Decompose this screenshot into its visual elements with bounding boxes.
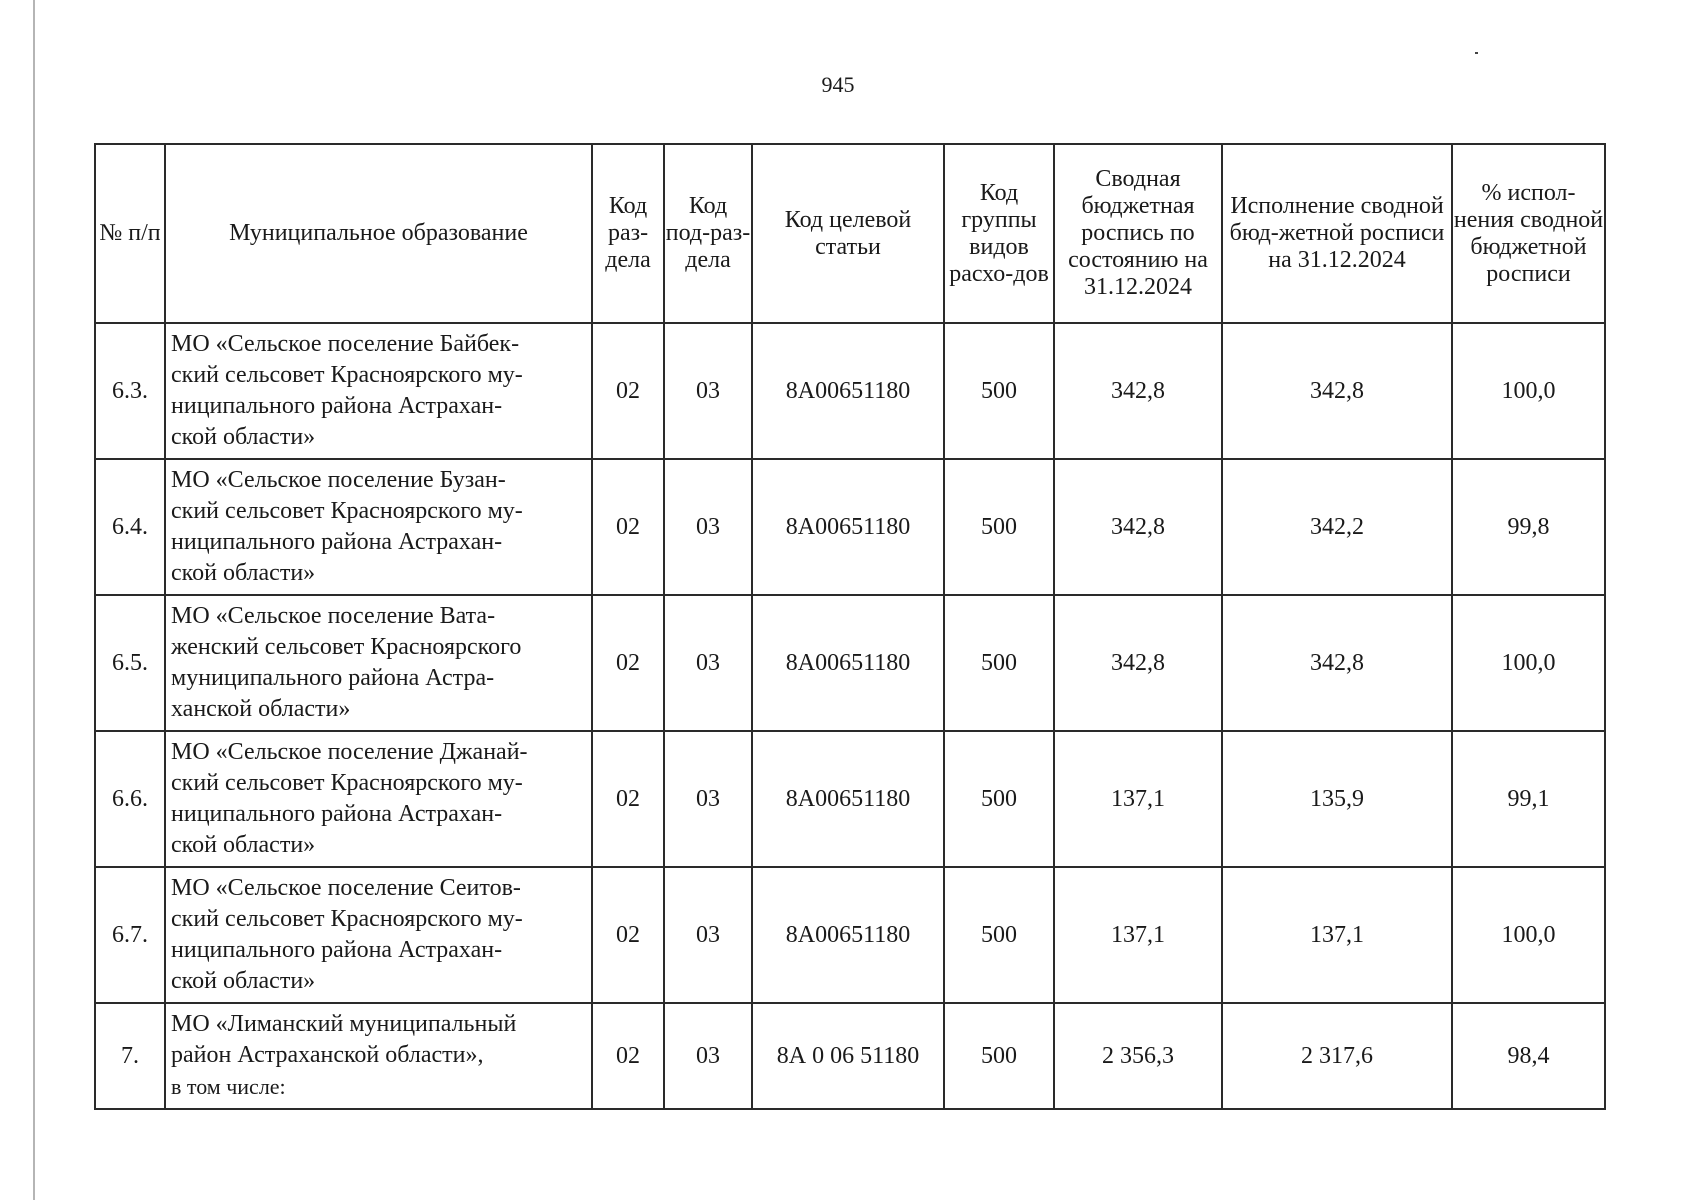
row-num: 6.6. <box>95 731 165 867</box>
row-target: 8А00651180 <box>752 459 944 595</box>
row-target: 8А00651180 <box>752 323 944 459</box>
header-num: № п/п <box>95 144 165 323</box>
header-percent: % испол-нения сводной бюджетной росписи <box>1452 144 1605 323</box>
row-section: 02 <box>592 323 664 459</box>
row-execution: 342,8 <box>1222 595 1452 731</box>
row-target: 8А00651180 <box>752 867 944 1003</box>
row-target: 8А 0 06 51180 <box>752 1003 944 1109</box>
row-percent: 100,0 <box>1452 867 1605 1003</box>
header-execution: Исполнение сводной бюд-жетной росписи на 31.12.2024 <box>1222 144 1452 323</box>
row-percent: 100,0 <box>1452 595 1605 731</box>
row-section: 02 <box>592 867 664 1003</box>
row-target: 8А00651180 <box>752 731 944 867</box>
row-subsection: 03 <box>664 323 752 459</box>
header-municipality: Муниципальное образование <box>165 144 592 323</box>
row-group: 500 <box>944 867 1054 1003</box>
table-row <box>95 595 1605 731</box>
row-percent: 99,1 <box>1452 731 1605 867</box>
row-subsection: 03 <box>664 459 752 595</box>
table-header-row <box>95 144 1605 323</box>
scan-speck <box>1475 52 1478 54</box>
row-group: 500 <box>944 323 1054 459</box>
row-subsection: 03 <box>664 867 752 1003</box>
row-num: 6.3. <box>95 323 165 459</box>
row-num: 6.4. <box>95 459 165 595</box>
row-execution: 342,8 <box>1222 323 1452 459</box>
row-plan: 137,1 <box>1054 731 1222 867</box>
row-section: 02 <box>592 1003 664 1109</box>
row-group: 500 <box>944 1003 1054 1109</box>
table-row <box>95 867 1605 1003</box>
row-plan: 342,8 <box>1054 323 1222 459</box>
table-row <box>95 459 1605 595</box>
row-plan: 137,1 <box>1054 867 1222 1003</box>
table-row <box>95 323 1605 459</box>
row-plan: 342,8 <box>1054 459 1222 595</box>
header-subsection-code: Код под-раз-дела <box>664 144 752 323</box>
row-group: 500 <box>944 595 1054 731</box>
row-execution: 342,2 <box>1222 459 1452 595</box>
row-section: 02 <box>592 731 664 867</box>
row-plan: 342,8 <box>1054 595 1222 731</box>
row-percent: 100,0 <box>1452 323 1605 459</box>
row-subsection: 03 <box>664 731 752 867</box>
row-subsection: 03 <box>664 595 752 731</box>
header-expense-group: Код группы видов расхо-дов <box>944 144 1054 323</box>
row-execution: 2 317,6 <box>1222 1003 1452 1109</box>
row-group: 500 <box>944 731 1054 867</box>
row-municipality: МО «Сельское поселение Сеитов- ский сельсовет Красноярского му- ниципального района Астрахан- ской области» <box>165 867 592 1003</box>
row-num: 6.7. <box>95 867 165 1003</box>
table-row <box>95 731 1605 867</box>
row-execution: 137,1 <box>1222 867 1452 1003</box>
budget-execution-table <box>94 143 1606 1110</box>
header-budget-plan: Сводная бюджетная роспись по состоянию на 31.12.2024 <box>1054 144 1222 323</box>
row-execution: 135,9 <box>1222 731 1452 867</box>
row-municipality: МО «Сельское поселение Бузан- ский сельсовет Красноярского му- ниципального района Астрахан- ской области» <box>165 459 592 595</box>
row-num: 7. <box>95 1003 165 1109</box>
header-section-code: Код раз-дела <box>592 144 664 323</box>
scan-margin-line <box>33 0 35 1200</box>
row-section: 02 <box>592 595 664 731</box>
row-municipality: МО «Сельское поселение Байбек- ский сельсовет Красноярского му- ниципального района Астрахан- ской области» <box>165 323 592 459</box>
table-row <box>95 1003 1605 1109</box>
row-num: 6.5. <box>95 595 165 731</box>
row-percent: 98,4 <box>1452 1003 1605 1109</box>
row-subsection: 03 <box>664 1003 752 1109</box>
row-section: 02 <box>592 459 664 595</box>
row-municipality: МО «Сельское поселение Джанай- ский сельсовет Красноярского му- ниципального района Астрахан- ской области» <box>165 731 592 867</box>
row-plan: 2 356,3 <box>1054 1003 1222 1109</box>
header-target-code: Код целевой статьи <box>752 144 944 323</box>
page-number: 945 <box>821 72 855 97</box>
row-group: 500 <box>944 459 1054 595</box>
row-municipality: МО «Сельское поселение Вата- женский сельсовет Красноярского муниципального района Астра- ханской области» <box>165 595 592 731</box>
row-target: 8А00651180 <box>752 595 944 731</box>
row-percent: 99,8 <box>1452 459 1605 595</box>
row-municipality: МО «Лиманский муниципальный район Астраханской области», в том числе: <box>165 1003 592 1109</box>
